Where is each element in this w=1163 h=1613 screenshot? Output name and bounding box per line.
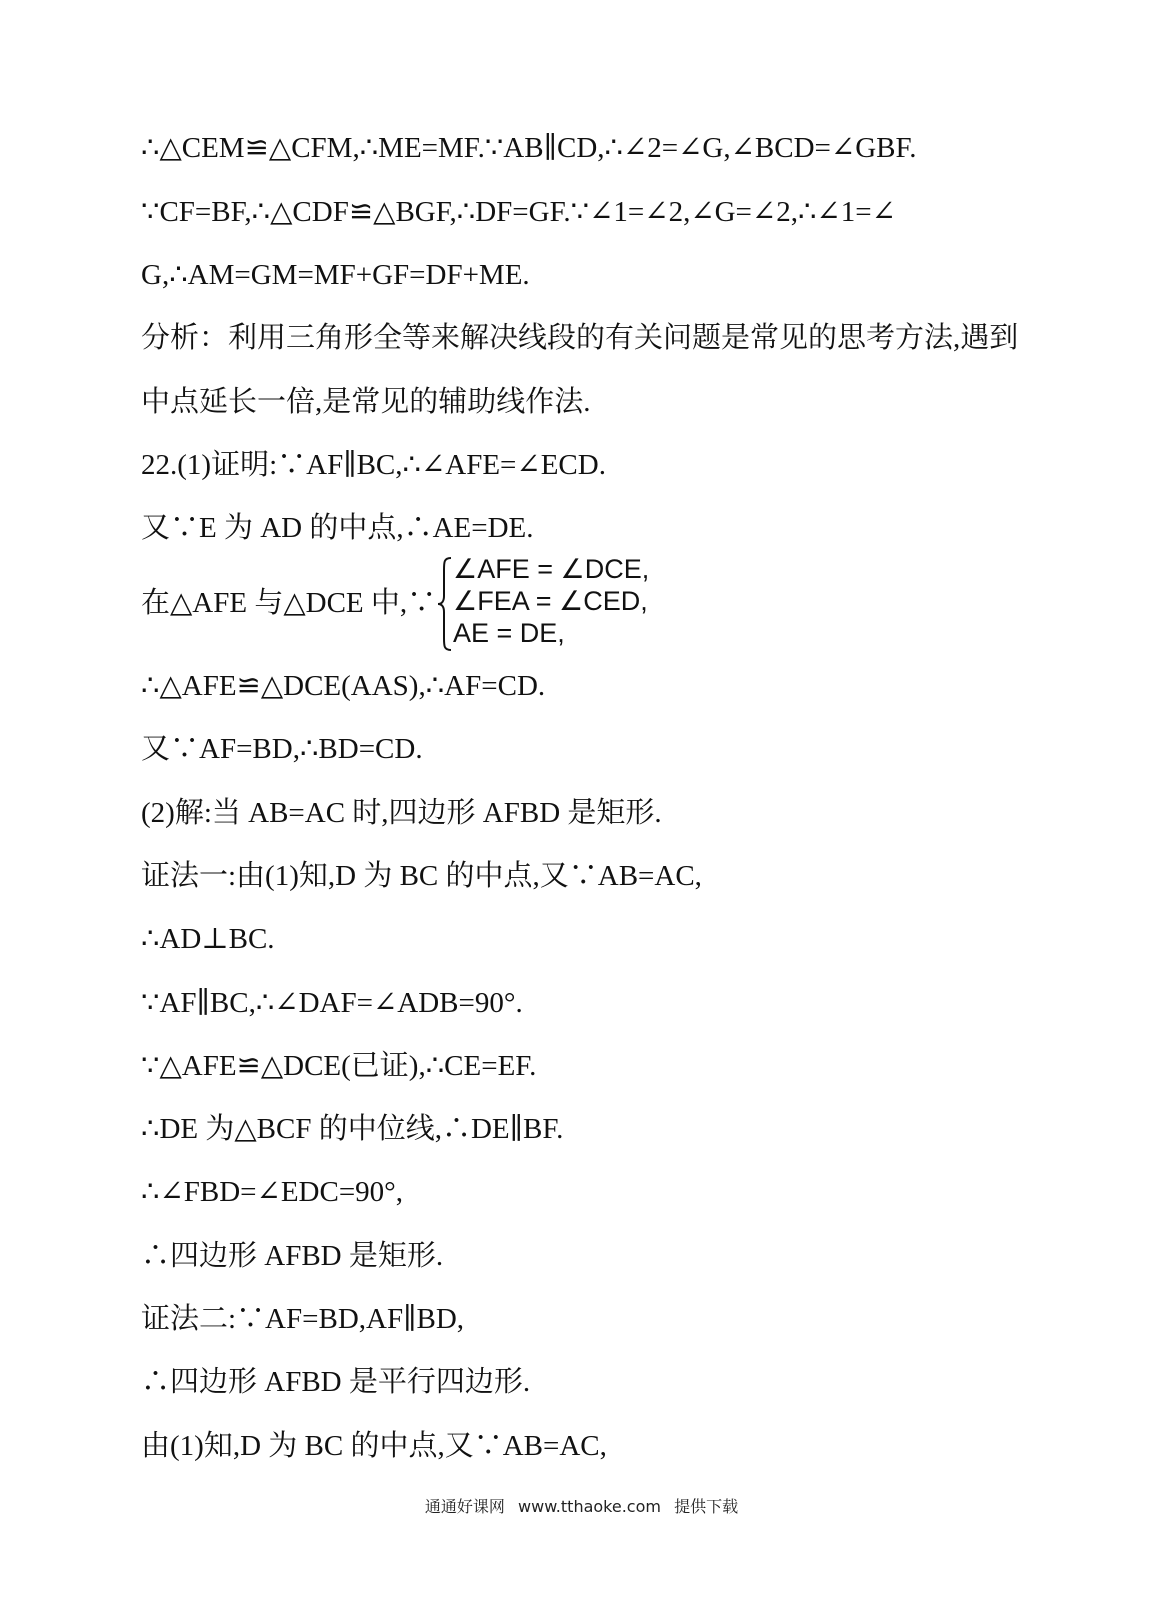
page-footer [0,1494,1163,1517]
text-line-9: 又∵AF=BD,∴BD=CD. [141,733,423,765]
text-line-18: 证法二:∵AF=BD,AF∥BD, [141,1303,465,1335]
system-lead-text: 在△AFE 与△DCE 中,∵ [141,587,437,619]
text-line-8: ∴△AFE≌△DCE(AAS),∴AF=CD. [141,670,546,702]
text-line-13: ∵AF∥BC,∴∠DAF=∠ADB=90°. [141,987,523,1019]
text-line-20: 由(1)知,D 为 BC 的中点,又∵AB=AC, [141,1430,607,1462]
text-line-15: ∴DE 为△BCF 的中位线,∴DE∥BF. [141,1113,564,1145]
footer-url-link[interactable]: www.tthaoke.com [518,1497,661,1516]
system-row-3: AE = DE, [453,618,565,648]
text-line-11: 证法一:由(1)知,D 为 BC 的中点,又∵AB=AC, [141,860,702,892]
left-brace-icon [437,556,453,652]
system-row-1: ∠AFE = ∠DCE, [453,554,650,584]
text-line-16: ∴∠FBD=∠EDC=90°, [141,1176,404,1208]
text-line-12: ∴AD⊥BC. [141,923,275,955]
footer-site-name: 通通好课网 [424,1497,505,1516]
system-row-2: ∠FEA = ∠CED, [453,586,648,616]
text-line-14: ∵△AFE≌△DCE(已证),∴CE=EF. [141,1050,537,1082]
footer-suffix: 提供下载 [674,1497,739,1516]
text-line-1: ∴△CEM≌△CFM,∴ME=MF.∵AB∥CD,∴∠2=∠G,∠BCD=∠GBF. [141,132,917,164]
text-line-4: 分析：利用三角形全等来解决线段的有关问题是常见的思考方法,遇到 [141,322,1019,354]
text-line-10: (2)解:当 AB=AC 时,四边形 AFBD 是矩形. [141,797,662,829]
text-line-17: ∴四边形 AFBD 是矩形. [141,1240,444,1272]
text-line-2: ∵CF=BF,∴△CDF≌△BGF,∴DF=GF.∵∠1=∠2,∠G=∠2,∴∠1=∠ [141,196,896,228]
text-line-7: 又∵E 为 AD 的中点,∴AE=DE. [141,512,534,544]
text-line-6: 22.(1)证明:∵AF∥BC,∴∠AFE=∠ECD. [141,449,606,481]
text-line-19: ∴四边形 AFBD 是平行四边形. [141,1366,531,1398]
text-line-3: G,∴AM=GM=MF+GF=DF+ME. [141,259,530,291]
text-line-5: 中点延长一倍,是常见的辅助线作法. [141,386,591,418]
